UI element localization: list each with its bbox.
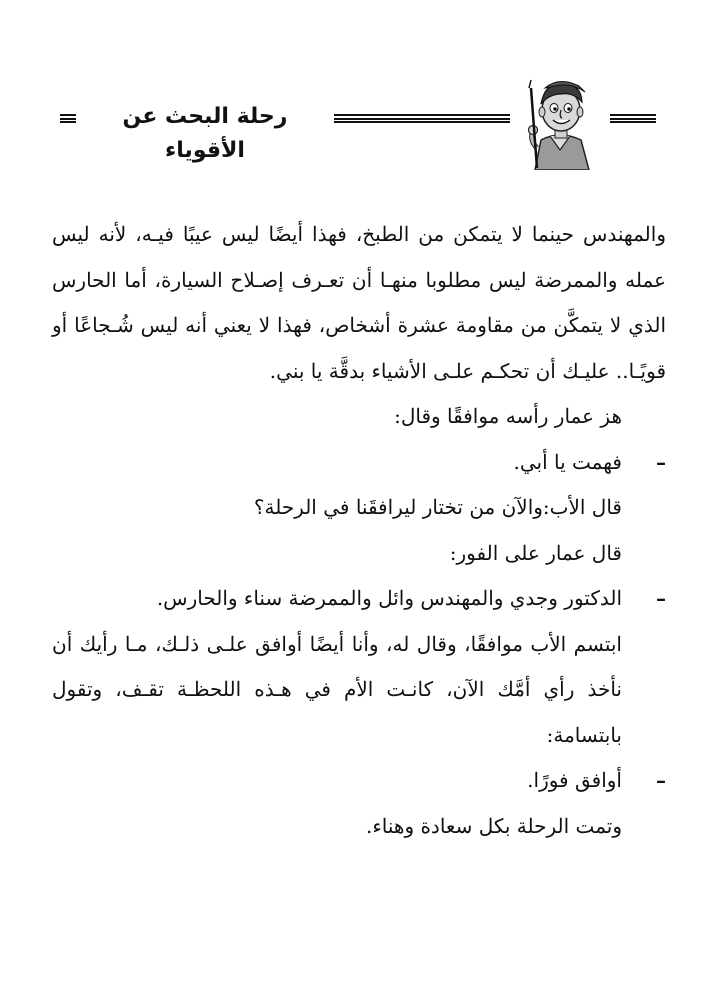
page-title: رحلة البحث عن الأقوياء: [122, 104, 288, 163]
dialogue-text: فهمت يا أبي.: [513, 449, 622, 474]
story-paragraph: والمهندس حينما لا يتمكن من الطبخ، فهذا أيضًا ليس عيبًا فيـه، لأنه ليس عمله والممرضة ليس مطلوبا منهـا أن تعـرف إصـلاح السيارة، أما الحارس الذي لا يتمكَّن من مقاومة عشرة أشخاص، فهذا لا يعني أنه ليس شُـجاعًا أو قويًـا.. عليـك أن تحكـم علـى الأشياء بدقَّة يا بني.: [52, 222, 666, 383]
dialogue-dash: –: [656, 768, 666, 792]
page-header: [0, 70, 720, 170]
dialogue-text: الدكتور وجدي والمهندس وائل والممرضة سناء والحارس.: [156, 586, 622, 610]
story-text: [52, 212, 666, 849]
story-paragraph: ابتسم الأب موافقًا، وقال له، وأنا أيضًا أوافق علـى ذلـك، مـا رأيك أن نأخذ رأي أمَّك الآن، كانـت الأم في هـذه اللحظـة تقـف، وتقول بابتسامة:: [52, 631, 622, 747]
dialogue-text: أوافق فورًا.: [527, 768, 622, 792]
story-paragraph: قال الأب:والآن من تختار ليرافقَنا في الرحلة؟: [253, 495, 622, 519]
dialogue-dash: –: [656, 449, 666, 474]
header-rule-right: [610, 114, 656, 123]
story-paragraph: قال عمار على الفور:: [449, 540, 622, 565]
header-rule-middle: [334, 114, 510, 123]
story-paragraph: وتمت الرحلة بكل سعادة وهناء.: [366, 813, 622, 838]
header-rule-left: [60, 114, 76, 123]
dialogue-line: [52, 576, 666, 622]
boy-mascot-illustration: [515, 70, 605, 170]
dialogue-line: [52, 758, 666, 804]
story-paragraph: هز عمار رأسه موافقًا وقال:: [394, 404, 622, 428]
dialogue-dash: –: [656, 586, 666, 610]
dialogue-line: [52, 440, 666, 486]
